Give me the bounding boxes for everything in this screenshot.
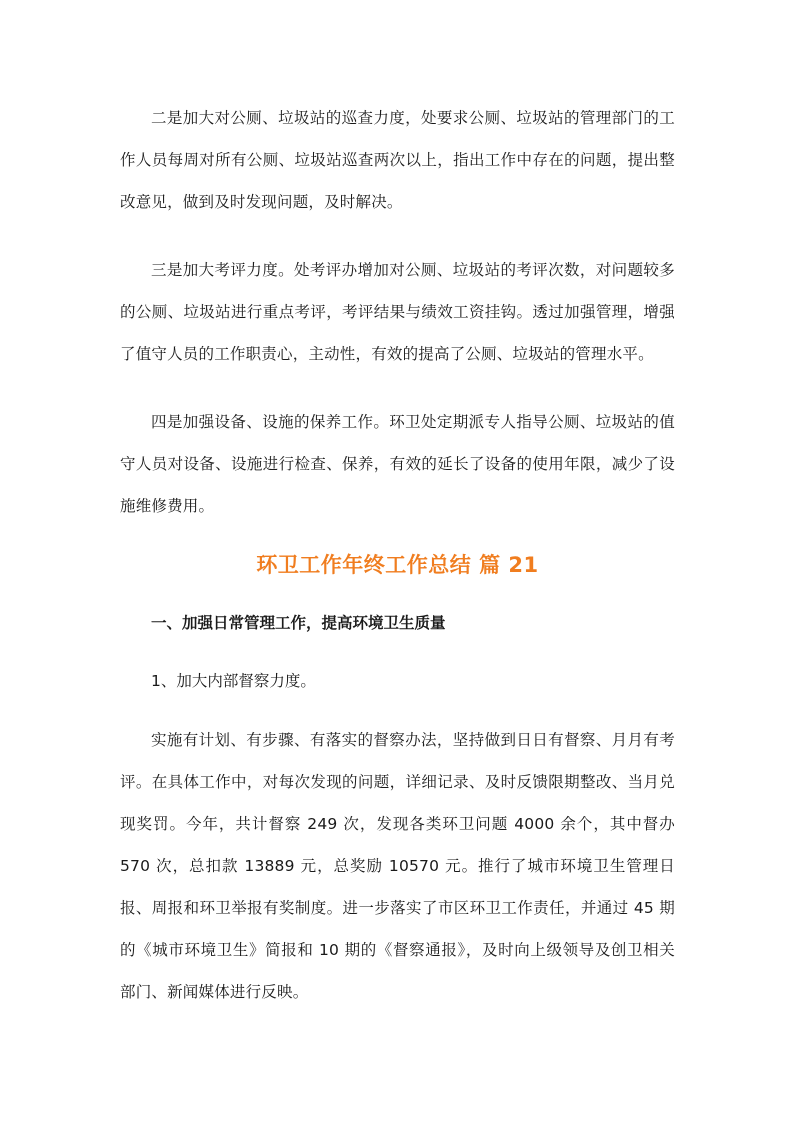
paragraph-maintenance: 四是加强设备、设施的保养工作。环卫处定期派专人指导公厕、垃圾站的值守人员对设备、设施进行检查、保养，有效的延长了设备的使用年限，减少了设施维修费用。	[120, 413, 675, 515]
paragraph-evaluation: 三是加大考评力度。处考评办增加对公厕、垃圾站的考评次数，对问题较多的公厕、垃圾站进行重点考评，考评结果与绩效工资挂钩。透过加强管理，增强了值守人员的工作职责心，主动性，有效的提高了公厕、垃圾站的管理水平。	[120, 261, 675, 363]
document-page	[120, 97, 675, 1013]
item-heading: 1、加大内部督察力度。	[151, 672, 316, 690]
paragraph-inspection: 二是加大对公厕、垃圾站的巡查力度，处要求公厕、垃圾站的管理部门的工作人员每周对所有公厕、垃圾站巡查两次以上，指出工作中存在的问题，提出整改意见，做到及时发现问题，及时解决。	[120, 109, 675, 211]
paragraph-supervision: 实施有计划、有步骤、有落实的督察办法，坚持做到日日有督察、月月有考评。在具体工作中，对每次发现的问题，详细记录、及时反馈限期整改、当月兑现奖罚。今年，共计督察 249 次，发现各类环卫问题 4000 余个，其中督办 570 次，总扣款 13889 元，总奖励 10570 元。推行了城市环境卫生管理日报、周报和环卫举报有奖制度。进一步落实了市区环卫工作责任，并通过 45 期的《城市环境卫生》简报和 10 期的《督察通报》，及时向上级领导及创卫相关部门、新闻媒体进行反映。	[120, 731, 675, 1001]
section-title: 环卫工作年终工作总结 篇 21	[256, 553, 539, 577]
subheading: 一、加强日常管理工作，提高环境卫生质量	[151, 614, 446, 632]
